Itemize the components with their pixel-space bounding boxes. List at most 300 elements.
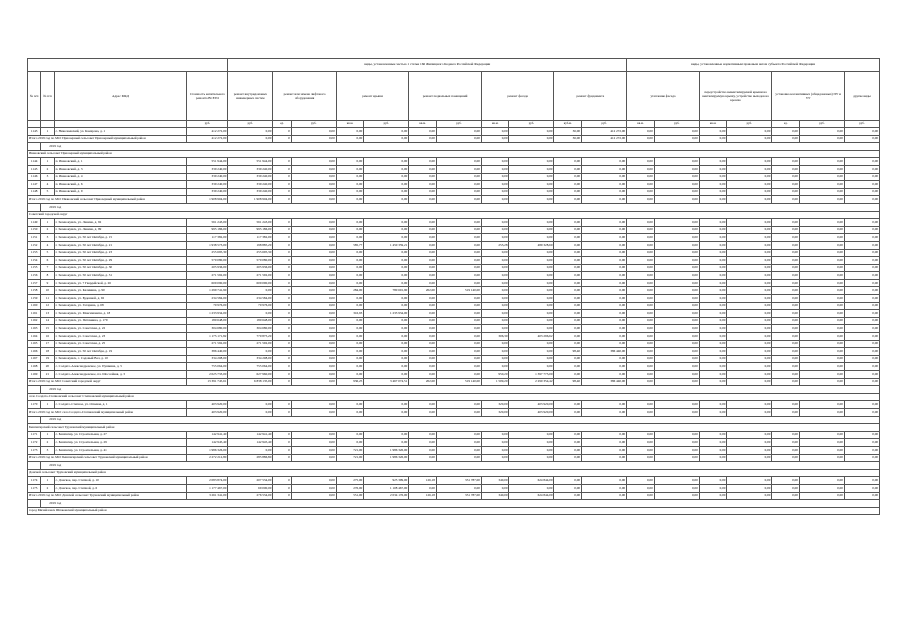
table-cell: 0,00 xyxy=(654,181,699,189)
table-cell: 0,00 xyxy=(554,272,582,280)
table-cell: 0,00 xyxy=(364,158,409,166)
total-label: Итого 2019 год по МО: Донской сельсовет Труновский муниципальный район xyxy=(28,492,187,500)
address-cell: г. Зеленокумск, ул. 50 лет Октября, д. 15 xyxy=(54,234,187,242)
table-cell: 0,00 xyxy=(291,128,336,136)
table-cell: 69 000,00 xyxy=(228,484,273,492)
table-cell: 0 xyxy=(273,181,291,189)
table-cell: 0,00 xyxy=(436,317,481,325)
total-cell: 0,00 xyxy=(727,135,772,143)
year-label: 2019 год xyxy=(41,462,880,470)
table-row xyxy=(28,484,880,492)
table-cell: 0,00 xyxy=(481,264,509,272)
table-cell: 0,00 xyxy=(582,484,627,492)
total-cell: 0,00 xyxy=(436,196,481,204)
table-cell: 0,00 xyxy=(799,340,844,348)
table-cell: 0,00 xyxy=(727,295,772,303)
table-cell: 0,00 xyxy=(554,302,582,310)
address-cell: г. Зеленокумск, ул. 50 лет Октября, д. 31 xyxy=(54,272,187,280)
table-cell: 0,00 xyxy=(481,234,509,242)
table-cell: 0,00 xyxy=(627,325,655,333)
table-cell: 0,00 xyxy=(336,279,364,287)
table-cell: 0,00 xyxy=(727,340,772,348)
table-cell: 0,00 xyxy=(554,158,582,166)
address-cell: г. Зеленокумск, ул. Максимовича, д. 18 xyxy=(54,310,187,318)
table-cell: 0,00 xyxy=(228,310,273,318)
table-cell: 0,00 xyxy=(409,272,437,280)
table-cell: 0,00 xyxy=(844,371,879,379)
table-cell: 126,18 xyxy=(409,477,437,485)
table-cell: 403 920,00 xyxy=(509,401,554,409)
table-cell: 0,00 xyxy=(844,249,879,257)
address-cell: с. Бешпагир, ул. Строительная, д. 41 xyxy=(54,446,187,454)
address-cell: с. Бешпагир, ул. Строительная, д. 27 xyxy=(54,431,187,439)
table-cell: 0,00 xyxy=(409,188,437,196)
table-cell: 0,00 xyxy=(627,439,655,447)
table-cell: 0,00 xyxy=(554,431,582,439)
table-cell: 0,00 xyxy=(727,371,772,379)
table-cell: 0,00 xyxy=(844,128,879,136)
table-cell: 0,00 xyxy=(799,165,844,173)
table-cell: 0,00 xyxy=(844,181,879,189)
row-spacer xyxy=(28,500,41,508)
column-header: № п/п xyxy=(41,72,54,121)
table-cell: 0,00 xyxy=(336,355,364,363)
year-row xyxy=(28,386,880,394)
table-cell: 253,28 xyxy=(481,241,509,249)
year-label: 2019 год xyxy=(41,386,880,394)
table-cell: 0,00 xyxy=(481,128,509,136)
table-row xyxy=(28,310,880,318)
total-cell: 386 440,00 xyxy=(582,378,627,386)
total-cell: 0,00 xyxy=(582,454,627,462)
table-cell: 0,00 xyxy=(291,302,336,310)
total-cell: 0,00 xyxy=(554,408,582,416)
total-cell: 0 xyxy=(273,408,291,416)
table-cell: 7 xyxy=(41,264,54,272)
table-cell: 0,00 xyxy=(409,310,437,318)
table-cell: 0 xyxy=(273,241,291,249)
table-cell: 0,00 xyxy=(436,257,481,265)
column-header: ремонт внутридомовых инженерных систем xyxy=(228,72,273,121)
table-cell: 205 936,00 xyxy=(228,264,273,272)
table-cell: 0,00 xyxy=(699,431,727,439)
table-cell: 1165 xyxy=(28,340,41,348)
table-cell: 0,00 xyxy=(699,257,727,265)
group-label: Ивановский сельсовет Приозерный муниципальный район xyxy=(28,150,880,158)
table-row xyxy=(28,340,880,348)
table-cell: 0,00 xyxy=(772,302,800,310)
table-cell: 0,00 xyxy=(582,188,627,196)
address-cell: г. Зеленокумск, ул. Советская, д. 23 xyxy=(54,333,187,341)
total-cell: 551,00 xyxy=(336,492,364,500)
table-cell: 0,00 xyxy=(799,431,844,439)
total-cell: 0,00 xyxy=(509,135,554,143)
table-cell: 0,00 xyxy=(554,371,582,379)
table-row xyxy=(28,181,880,189)
table-cell: 1152 xyxy=(28,241,41,249)
total-cell: 0 xyxy=(273,454,291,462)
table-cell: 117 382,00 xyxy=(187,234,228,242)
total-cell: 0,00 xyxy=(699,135,727,143)
column-header: ремонт фасада xyxy=(481,72,554,121)
table-cell: 0,00 xyxy=(409,241,437,249)
table-cell: 0,00 xyxy=(627,257,655,265)
table-cell: 276,00 xyxy=(336,484,364,492)
table-cell: 0,00 xyxy=(699,188,727,196)
table-cell: 0,00 xyxy=(436,355,481,363)
table-cell: 585,77 xyxy=(336,241,364,249)
table-cell: 339 240,00 xyxy=(187,165,228,173)
table-cell: 5 xyxy=(41,188,54,196)
table-cell: 0,00 xyxy=(772,295,800,303)
table-cell: 0,00 xyxy=(436,219,481,227)
table-cell: 0,00 xyxy=(436,234,481,242)
table-cell: 0,00 xyxy=(699,302,727,310)
table-cell: 0,00 xyxy=(364,165,409,173)
unit-header: куб.м. xyxy=(554,121,582,128)
table-cell: 0,00 xyxy=(627,302,655,310)
address-cell: г. Зеленокумск, ул. Гагарина, д. 68 xyxy=(54,302,187,310)
table-cell: 0,00 xyxy=(727,348,772,356)
table-cell: 0,00 xyxy=(582,173,627,181)
table-cell: 202,00 xyxy=(409,287,437,295)
address-cell: с. Бешпагир, ул. Строительная, д. 29 xyxy=(54,439,187,447)
total-cell: 0,00 xyxy=(582,408,627,416)
column-header: ремонт подвальных помещений xyxy=(409,72,482,121)
table-cell: 386 440,00 xyxy=(187,348,228,356)
table-cell: 0,00 xyxy=(554,234,582,242)
table-cell: 0,00 xyxy=(772,226,800,234)
table-cell: 0,00 xyxy=(228,446,273,454)
year-label: 2019 год xyxy=(41,500,880,508)
table-cell: 0,00 xyxy=(509,348,554,356)
table-cell: 142 945,40 xyxy=(187,439,228,447)
table-row xyxy=(28,188,880,196)
table-cell: 0,00 xyxy=(772,363,800,371)
table-cell: 0,00 xyxy=(627,333,655,341)
total-cell: 0,00 xyxy=(627,408,655,416)
total-cell: 1 908 904,00 xyxy=(187,196,228,204)
header-units-row xyxy=(28,121,880,128)
table-cell: 0 xyxy=(273,249,291,257)
table-cell: 0,00 xyxy=(699,477,727,485)
table-cell: 570 080,00 xyxy=(228,257,273,265)
table-cell: 0,00 xyxy=(291,439,336,447)
table-cell: 0,00 xyxy=(844,165,879,173)
total-cell: 98,40 xyxy=(554,378,582,386)
table-cell: 142 945,40 xyxy=(228,439,273,447)
table-cell: 0,00 xyxy=(436,241,481,249)
table-cell: 275,00 xyxy=(336,477,364,485)
table-cell: 0,00 xyxy=(654,302,699,310)
table-cell: 0,00 xyxy=(509,295,554,303)
table-cell: 0,00 xyxy=(772,249,800,257)
table-cell: 304 680,00 xyxy=(187,325,228,333)
table-cell: 0,00 xyxy=(409,165,437,173)
total-cell: 0,00 xyxy=(336,135,364,143)
table-cell: 0,00 xyxy=(554,181,582,189)
table-cell: 0,00 xyxy=(291,272,336,280)
address-cell: с. Донское, пер. Степной, д. 10 xyxy=(54,477,187,485)
table-cell: 0,00 xyxy=(727,272,772,280)
table-cell: 0,00 xyxy=(799,401,844,409)
table-cell: 0,00 xyxy=(627,355,655,363)
table-cell: 0,00 xyxy=(509,165,554,173)
table-cell: 0,00 xyxy=(627,348,655,356)
table-cell: 0,00 xyxy=(582,371,627,379)
address-cell: г. Зеленокумск, ул. 50 лет Октября, д. 23 xyxy=(54,249,187,257)
table-cell: 0,00 xyxy=(336,317,364,325)
table-cell: 0,00 xyxy=(336,295,364,303)
table-cell: 0,00 xyxy=(844,279,879,287)
table-cell: 627 960,00 xyxy=(228,371,273,379)
total-cell: 0,00 xyxy=(799,196,844,204)
table-cell: 0 xyxy=(273,310,291,318)
address-cell: с. Солдато-Александровское, пл. Шоссейная, д. 3 xyxy=(54,371,187,379)
table-cell: 0,00 xyxy=(436,431,481,439)
address-cell: с. Солдато-Степное, ул. Огневая, д. 1 xyxy=(54,401,187,409)
table-row xyxy=(28,439,880,447)
table-cell: 0,00 xyxy=(727,257,772,265)
table-cell: 0,00 xyxy=(436,173,481,181)
table-cell: 0,00 xyxy=(291,219,336,227)
table-cell: 0,00 xyxy=(844,295,879,303)
table-cell: 0,00 xyxy=(727,234,772,242)
table-cell: 0 xyxy=(273,295,291,303)
table-cell: 0,00 xyxy=(699,355,727,363)
table-cell: 0,00 xyxy=(436,302,481,310)
table-cell: 0,00 xyxy=(699,219,727,227)
table-cell: 0,00 xyxy=(364,128,409,136)
table-cell: 0,00 xyxy=(654,219,699,227)
table-cell: 2 xyxy=(41,484,54,492)
table-cell: 1159 xyxy=(28,295,41,303)
table-cell: 0,00 xyxy=(409,317,437,325)
total-cell: 0,00 xyxy=(699,492,727,500)
table-cell: 0,00 xyxy=(799,310,844,318)
table-cell: 1172 xyxy=(28,439,41,447)
table-cell: 0,00 xyxy=(582,333,627,341)
table-cell: 0,00 xyxy=(582,302,627,310)
table-cell: 0,00 xyxy=(554,226,582,234)
table-cell: 0,00 xyxy=(509,272,554,280)
table-cell: 0,00 xyxy=(699,272,727,280)
table-cell: 207 534,00 xyxy=(228,477,273,485)
address-cell: г. Зеленокумск, ул. 50 лет Октября, д. 29 xyxy=(54,257,187,265)
group-row xyxy=(28,507,880,515)
unit-header: руб. xyxy=(582,121,627,128)
total-cell: 3 467 074,51 xyxy=(364,378,409,386)
table-cell: 0,00 xyxy=(554,477,582,485)
table-cell: 0,00 xyxy=(336,401,364,409)
table-cell: 1 938 573,00 xyxy=(187,241,228,249)
table-cell: 0,00 xyxy=(699,439,727,447)
total-cell: 0,00 xyxy=(554,196,582,204)
table-cell: 0,00 xyxy=(336,128,364,136)
table-cell: 0,00 xyxy=(799,173,844,181)
table-cell: 0,00 xyxy=(727,249,772,257)
total-cell: 0,00 xyxy=(582,492,627,500)
address-cell: г. Зеленокумск, ул. 50 лет Октября, д. 19 xyxy=(54,348,187,356)
table-cell: 0,00 xyxy=(844,272,879,280)
table-cell: 0 xyxy=(273,188,291,196)
table-cell: 0,00 xyxy=(772,173,800,181)
group-row xyxy=(28,469,880,477)
total-cell: 0,00 xyxy=(336,196,364,204)
table-row xyxy=(28,333,880,341)
table-cell: 14 xyxy=(41,317,54,325)
table-cell: 20 xyxy=(41,363,54,371)
table-cell: 1145 xyxy=(28,165,41,173)
total-cell: 0,00 xyxy=(799,454,844,462)
total-cell: 0,00 xyxy=(699,408,727,416)
table-cell: 0,00 xyxy=(654,188,699,196)
table-cell: 0,00 xyxy=(481,439,509,447)
table-cell: 0,00 xyxy=(554,310,582,318)
table-row xyxy=(28,363,880,371)
table-cell: 0,00 xyxy=(364,257,409,265)
total-cell: 0,00 xyxy=(627,378,655,386)
table-cell: 0,00 xyxy=(554,249,582,257)
total-cell: 624 844,00 xyxy=(509,492,554,500)
table-row xyxy=(28,272,880,280)
table-cell: 1170 xyxy=(28,401,41,409)
table-cell: 70 976,00 xyxy=(187,302,228,310)
table-cell: 0,00 xyxy=(627,310,655,318)
column-header: Адрес МКД xyxy=(54,72,187,121)
table-cell: 0,00 xyxy=(799,446,844,454)
table-row xyxy=(28,279,880,287)
table-cell: 0,00 xyxy=(582,325,627,333)
table-cell: 0,00 xyxy=(364,431,409,439)
table-cell: 0 xyxy=(273,401,291,409)
table-cell: 1162 xyxy=(28,317,41,325)
total-row xyxy=(28,408,880,416)
table-cell: 0,00 xyxy=(364,401,409,409)
table-row xyxy=(28,173,880,181)
total-cell: 0,00 xyxy=(364,196,409,204)
address-cell: г. Зеленокумск, ул. Советская, д. 25 xyxy=(54,340,187,348)
table-cell: 0,00 xyxy=(654,363,699,371)
table-cell: 0,00 xyxy=(582,257,627,265)
unit-header: кв.м. xyxy=(409,121,437,128)
table-cell: 339 240,00 xyxy=(228,181,273,189)
unit-header: кв.м. xyxy=(336,121,364,128)
table-cell: 0,00 xyxy=(409,484,437,492)
table-cell: 0,00 xyxy=(727,264,772,272)
table-row xyxy=(28,348,880,356)
table-cell: 1153 xyxy=(28,249,41,257)
table-cell: 0,00 xyxy=(772,333,800,341)
table-cell: 0,00 xyxy=(409,173,437,181)
table-cell: 0,00 xyxy=(336,173,364,181)
table-cell: 0,00 xyxy=(627,371,655,379)
table-cell: 551 944,00 xyxy=(228,158,273,166)
table-cell: 0,00 xyxy=(436,325,481,333)
table-cell: 0,00 xyxy=(772,158,800,166)
table-cell: 0,00 xyxy=(772,355,800,363)
total-cell: 0,00 xyxy=(654,378,699,386)
table-cell: 0,00 xyxy=(699,295,727,303)
total-cell: 0,00 xyxy=(627,454,655,462)
table-cell: 0,00 xyxy=(509,446,554,454)
table-cell: 0,00 xyxy=(481,249,509,257)
total-cell: 0,00 xyxy=(291,408,336,416)
table-row xyxy=(28,226,880,234)
total-cell: 0,00 xyxy=(409,196,437,204)
table-cell: 0,00 xyxy=(291,257,336,265)
table-cell: 0,00 xyxy=(336,340,364,348)
total-cell: 0,00 xyxy=(364,408,409,416)
table-cell: 0,00 xyxy=(336,158,364,166)
table-cell: 0,00 xyxy=(727,439,772,447)
column-header: ремонт или замена лифтового оборудования xyxy=(273,72,336,121)
total-cell: 0,00 xyxy=(654,135,699,143)
table-cell: 0,00 xyxy=(772,325,800,333)
table-cell: 0,00 xyxy=(654,128,699,136)
table-cell: 0,00 xyxy=(699,446,727,454)
table-cell: 0,00 xyxy=(336,249,364,257)
total-cell: 403 920,00 xyxy=(509,408,554,416)
table-cell: 0,00 xyxy=(509,340,554,348)
table-cell: 519 140,00 xyxy=(436,287,481,295)
total-cell: 0,00 xyxy=(554,454,582,462)
table-cell: 0,00 xyxy=(844,219,879,227)
table-cell: 21 xyxy=(41,371,54,379)
table-cell: 0,00 xyxy=(291,317,336,325)
table-cell: 0,00 xyxy=(844,241,879,249)
group-row xyxy=(28,393,880,401)
table-cell: 0,00 xyxy=(799,348,844,356)
address-cell: п. Ивановский, д. 9 xyxy=(54,188,187,196)
table-cell: 0,00 xyxy=(627,188,655,196)
table-cell: 0,00 xyxy=(436,371,481,379)
table-cell: 0 xyxy=(273,325,291,333)
table-row xyxy=(28,219,880,227)
table-cell: 0,00 xyxy=(554,333,582,341)
total-row xyxy=(28,135,880,143)
table-cell: 1149 xyxy=(28,219,41,227)
table-cell: 0,00 xyxy=(582,446,627,454)
table-cell: 0,00 xyxy=(699,249,727,257)
table-cell: 0,00 xyxy=(582,477,627,485)
total-cell: 0,00 xyxy=(844,196,879,204)
table-cell: 0,00 xyxy=(291,165,336,173)
total-cell: 2 272 212,80 xyxy=(187,454,228,462)
group-row xyxy=(28,424,880,432)
table-cell: 0,00 xyxy=(772,317,800,325)
total-cell: 0,00 xyxy=(727,492,772,500)
table-cell: 0,00 xyxy=(582,363,627,371)
table-cell: 0,00 xyxy=(336,325,364,333)
table-cell: 0,00 xyxy=(409,355,437,363)
table-cell: 0,00 xyxy=(699,325,727,333)
table-cell: 0,00 xyxy=(699,264,727,272)
table-cell: 0,00 xyxy=(554,295,582,303)
total-cell: 285 886,80 xyxy=(228,454,273,462)
table-cell: 5 xyxy=(41,249,54,257)
table-cell: 0,00 xyxy=(364,348,409,356)
year-row xyxy=(28,203,880,211)
unit-header: руб. xyxy=(799,121,844,128)
table-cell: 0,00 xyxy=(336,226,364,234)
table-cell: 0,00 xyxy=(409,279,437,287)
address-cell: г. Зеленокумск, ул. 50 лет Октября, д. 30 xyxy=(54,264,187,272)
table-cell: 340,00 xyxy=(481,477,509,485)
table-cell: 0,00 xyxy=(582,295,627,303)
table-row xyxy=(28,477,880,485)
group-label: Бешпагирский сельсовет Труновский муниципальный район xyxy=(28,424,880,432)
